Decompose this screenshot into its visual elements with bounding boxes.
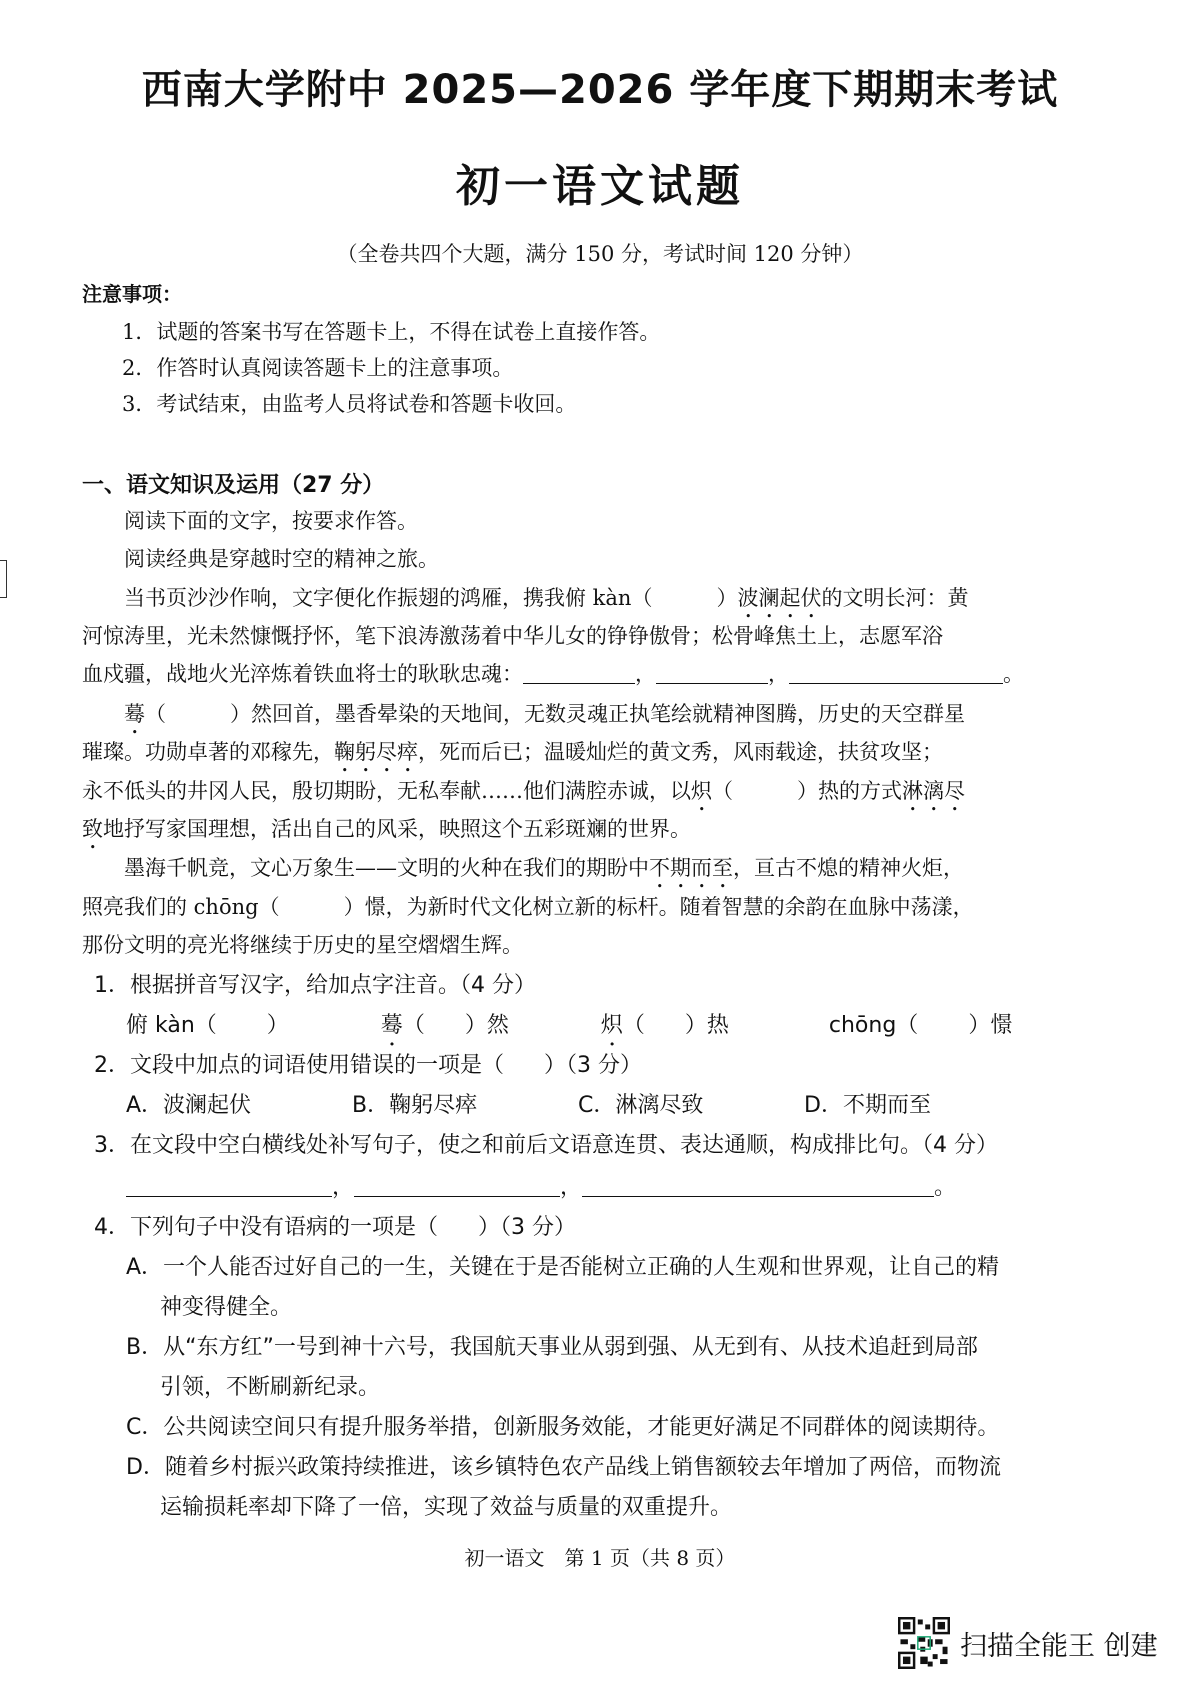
passage-line: 河惊涛里，光未然慷慨抒怀，笔下浪涛激荡着中华儿女的铮铮傲骨；松骨峰焦土上，志愿军浴: [82, 624, 943, 648]
question-2: 2．文段中加点的词语使用错误的一项是（ ）（3 分）: [94, 1053, 642, 1078]
answer-blank[interactable]: [789, 662, 1003, 684]
question-1-items: 俯 kàn（ ） 蓦（ ）然 炽（ ）热 chōng（ ）憬: [126, 1013, 1013, 1038]
option-a-cont: 神变得健全。: [160, 1295, 293, 1320]
passage-line: 墨海千帆竞，文心万象生——文明的火种在我们的期盼中不期而至，亘古不熄的精神火炬，: [124, 856, 964, 880]
passage-line: 致地抒写家国理想，活出自己的风采，映照这个五彩斑斓的世界。: [82, 817, 691, 841]
option-c: C．淋漓尽致: [578, 1093, 704, 1118]
dotted-word: 波澜起伏: [737, 586, 822, 610]
option-d: D．随着乡村振兴政策持续推进，该乡镇特色农产品线上销售额较去年增加了两倍，而物流: [126, 1455, 1001, 1480]
question-3-blanks: ， ， 。: [126, 1170, 956, 1201]
option-c: C．公共阅读空间只有提升服务举措，创新服务效能，才能更好满足不同群体的阅读期待。: [126, 1415, 1000, 1440]
answer-blank[interactable]: [523, 662, 635, 684]
notice-heading: 注意事项：: [82, 282, 182, 306]
option-b: B．鞠躬尽瘁: [352, 1093, 478, 1118]
instruction-text: 阅读下面的文字，按要求作答。: [124, 509, 418, 533]
notice-item: 1．试题的答案书写在答题卡上，不得在试卷上直接作答。: [122, 320, 661, 344]
lead-sentence: 阅读经典是穿越时空的精神之旅。: [124, 547, 439, 571]
exam-subtitle: 初一语文试题: [456, 161, 744, 212]
option-d: D．不期而至: [804, 1093, 931, 1118]
passage-line: 永不低头的井冈人民，殷切期盼，无私奉献……他们满腔赤诚，以炽（ ）热的方式淋漓尽: [82, 779, 965, 803]
passage-line: 蓦（ ）然回首，墨香晕染的天地间，无数灵魂正执笔绘就精神图腾，历史的天空群星: [124, 702, 965, 726]
question-1: 1．根据拼音写汉字，给加点字注音。（4 分）: [94, 973, 536, 998]
notice-item: 3．考试结束，由监考人员将试卷和答题卡收回。: [122, 392, 577, 416]
passage-line: 当书页沙沙作响，文字便化作振翅的鸿雁，携我俯 kàn（ ）波澜起伏的文明长河：黄: [124, 586, 969, 610]
scanner-text: 扫描全能王 创建: [960, 1630, 1158, 1662]
page-edge-mark: [0, 560, 7, 598]
passage-line: 那份文明的亮光将继续于历史的星空熠熠生辉。: [82, 933, 523, 957]
answer-blank[interactable]: [126, 1174, 332, 1197]
option-d-cont: 运输损耗率却下降了一倍，实现了效益与质量的双重提升。: [160, 1495, 733, 1520]
qr-code-icon: [898, 1617, 950, 1669]
scanner-watermark: [898, 1615, 1158, 1671]
exam-title: 西南大学附中 2025—2026 学年度下期期末考试: [141, 67, 1059, 113]
answer-blank[interactable]: [354, 1174, 560, 1197]
dotted-word: 不期而至: [649, 856, 733, 880]
option-a: A．一个人能否过好自己的一生，关键在于是否能树立正确的人生观和世界观，让自己的精: [126, 1255, 1000, 1280]
dotted-word: 鞠躬尽瘁: [334, 740, 418, 764]
section-heading: 一、语文知识及运用（27 分）: [82, 473, 385, 498]
passage-line: 血戍疆，战地火光淬炼着铁血将士的耿耿忠魂： ， ， 。: [82, 662, 1024, 686]
passage-line: 照亮我们的 chōng（ ）憬，为新时代文化树立新的标杆。随着智慧的余韵在血脉中荡漾，: [82, 895, 974, 919]
answer-blank[interactable]: [656, 662, 768, 684]
question-4: 4．下列句子中没有语病的一项是（ ）（3 分）: [94, 1215, 576, 1240]
option-b-cont: 引领，不断刷新纪录。: [160, 1375, 381, 1400]
option-b: B．从“东方红”一号到神十六号，我国航天事业从弱到强、从无到有、从技术追赶到局部: [126, 1335, 978, 1360]
dotted-word: 淋漓尽: [902, 779, 965, 803]
exam-info: （全卷共四个大题，满分 150 分，考试时间 120 分钟）: [336, 242, 864, 266]
option-a: A．波澜起伏: [126, 1093, 252, 1118]
notice-item: 2．作答时认真阅读答题卡上的注意事项。: [122, 356, 514, 380]
question-3: 3．在文段中空白横线处补写句子，使之和前后文语意连贯、表达通顺，构成排比句。（4 分）: [94, 1133, 998, 1158]
page-footer: 初一语文 第 1 页（共 8 页）: [464, 1546, 736, 1570]
passage-line: 璀璨。功勋卓著的邓稼先，鞠躬尽瘁，死而后已；温暖灿烂的黄文秀，风雨载途，扶贫攻坚；: [82, 740, 943, 764]
answer-blank[interactable]: [582, 1174, 934, 1197]
